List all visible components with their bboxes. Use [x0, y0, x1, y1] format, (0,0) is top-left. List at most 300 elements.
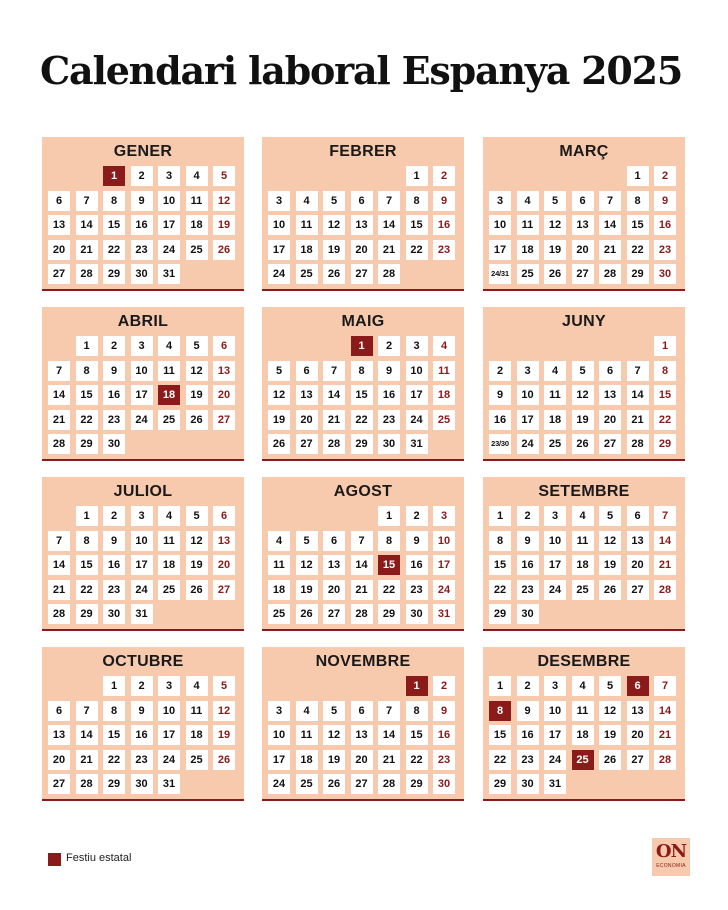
day-cell: 25: [296, 264, 318, 284]
month-name: MAIG: [341, 313, 385, 330]
day-cell: 15: [76, 555, 98, 575]
day-cell: 14: [48, 555, 70, 575]
day-cell: 1: [627, 166, 649, 186]
month-name: JUNY: [562, 313, 606, 330]
day-cell: 16: [517, 555, 539, 575]
month-name: DESEMBRE: [537, 653, 631, 670]
month-panel: [262, 307, 464, 461]
month-panel: [483, 137, 685, 291]
day-cell: 8: [76, 531, 98, 551]
day-cell: 2: [489, 361, 511, 381]
day-cell: 1: [76, 336, 98, 356]
day-cell: 19: [213, 215, 235, 235]
day-cell: 3: [158, 166, 180, 186]
day-cell: 21: [599, 240, 621, 260]
day-cell: 23: [433, 240, 455, 260]
day-cell: 27: [323, 604, 345, 624]
day-cell: 3: [158, 676, 180, 696]
day-cell: 26: [599, 750, 621, 770]
day-cell: 24: [158, 240, 180, 260]
day-cell: 18: [158, 555, 180, 575]
day-cell: 4: [517, 191, 539, 211]
day-cell: 21: [654, 725, 676, 745]
day-cell: 18: [572, 555, 594, 575]
day-cell: 14: [351, 555, 373, 575]
day-cell: 22: [654, 410, 676, 430]
day-cell: 22: [76, 410, 98, 430]
day-cell: 25: [433, 410, 455, 430]
day-cell: 4: [296, 701, 318, 721]
day-cell: 20: [296, 410, 318, 430]
day-cell: 29: [627, 264, 649, 284]
day-cell: 4: [296, 191, 318, 211]
day-cell: 19: [599, 725, 621, 745]
day-cell: 24: [517, 434, 539, 454]
day-cell: 14: [378, 215, 400, 235]
holiday-day-cell: 1: [351, 336, 373, 356]
day-cell: 19: [296, 580, 318, 600]
month-panel: [262, 137, 464, 291]
day-cell: 18: [572, 725, 594, 745]
day-cell: 4: [158, 506, 180, 526]
day-cell: 11: [186, 701, 208, 721]
day-cell: 3: [517, 361, 539, 381]
day-cell: 17: [268, 240, 290, 260]
day-cell: 24: [544, 580, 566, 600]
day-cell: 26: [186, 410, 208, 430]
day-cell: 10: [406, 361, 428, 381]
day-cell: 16: [489, 410, 511, 430]
day-cell: 5: [186, 506, 208, 526]
day-cell: 25: [572, 580, 594, 600]
day-cell: 9: [517, 701, 539, 721]
day-cell: 30: [378, 434, 400, 454]
day-cell: 25: [186, 240, 208, 260]
holiday-day-cell: 15: [378, 555, 400, 575]
day-cell: 16: [654, 215, 676, 235]
day-cell: 5: [599, 676, 621, 696]
day-cell: 9: [378, 361, 400, 381]
month-name: OCTUBRE: [102, 653, 184, 670]
day-cell: 9: [103, 531, 125, 551]
day-cell: 29: [489, 774, 511, 794]
day-cell: 9: [406, 531, 428, 551]
day-cell: 10: [131, 531, 153, 551]
day-cell: 23: [517, 580, 539, 600]
day-cell: 24: [433, 580, 455, 600]
day-cell: 24: [131, 580, 153, 600]
day-cell: 6: [599, 361, 621, 381]
day-cell: 28: [654, 750, 676, 770]
day-cell: 14: [599, 215, 621, 235]
day-cell: 24: [131, 410, 153, 430]
day-cell: 11: [572, 701, 594, 721]
day-cell: 31: [158, 264, 180, 284]
day-cell: 26: [599, 580, 621, 600]
day-cell: 25: [517, 264, 539, 284]
day-cell: 18: [433, 385, 455, 405]
day-cell: 3: [268, 191, 290, 211]
holiday-day-cell: 25: [572, 750, 594, 770]
day-cell: 9: [489, 385, 511, 405]
day-cell: 11: [544, 385, 566, 405]
day-cell: 13: [351, 725, 373, 745]
day-cell: 11: [433, 361, 455, 381]
day-cell: 30: [406, 604, 428, 624]
day-cell: 27: [296, 434, 318, 454]
day-cell: 27: [213, 410, 235, 430]
day-cell: 28: [76, 774, 98, 794]
day-cell: 10: [158, 701, 180, 721]
day-cell: 31: [406, 434, 428, 454]
day-cell: 10: [131, 361, 153, 381]
day-cell: 12: [186, 361, 208, 381]
day-cell: 7: [654, 506, 676, 526]
day-cell: 8: [406, 191, 428, 211]
day-cell: 22: [351, 410, 373, 430]
day-cell: 11: [572, 531, 594, 551]
day-cell: 6: [323, 531, 345, 551]
day-cell: 4: [186, 166, 208, 186]
day-cell: 14: [378, 725, 400, 745]
day-cell: 16: [433, 215, 455, 235]
day-cell: 25: [544, 434, 566, 454]
day-cell: 1: [654, 336, 676, 356]
day-cell: 12: [323, 215, 345, 235]
day-cell: 20: [48, 240, 70, 260]
day-cell: 12: [599, 531, 621, 551]
day-cell: 27: [572, 264, 594, 284]
day-cell: 6: [213, 506, 235, 526]
day-cell: 2: [517, 676, 539, 696]
day-cell: 30: [654, 264, 676, 284]
day-cell: 17: [158, 725, 180, 745]
day-cell: 14: [627, 385, 649, 405]
day-cell: 16: [378, 385, 400, 405]
day-cell: 13: [351, 215, 373, 235]
day-cell: 15: [627, 215, 649, 235]
day-cell: 8: [378, 531, 400, 551]
month-panel: [42, 307, 244, 461]
day-cell: 28: [378, 774, 400, 794]
day-cell: 17: [544, 555, 566, 575]
day-cell: 15: [406, 215, 428, 235]
day-cell: 23/30: [489, 434, 511, 454]
day-cell: 12: [213, 701, 235, 721]
month-panel: [262, 477, 464, 631]
day-cell: 30: [131, 264, 153, 284]
day-cell: 6: [572, 191, 594, 211]
day-cell: 23: [103, 580, 125, 600]
day-cell: 4: [158, 336, 180, 356]
day-cell: 19: [186, 385, 208, 405]
day-cell: 4: [433, 336, 455, 356]
day-cell: 18: [544, 410, 566, 430]
day-cell: 23: [103, 410, 125, 430]
day-cell: 1: [489, 506, 511, 526]
month-name: AGOST: [333, 483, 393, 500]
month-name: GENER: [113, 143, 173, 160]
day-cell: 19: [323, 240, 345, 260]
day-cell: 9: [433, 191, 455, 211]
day-cell: 2: [103, 506, 125, 526]
day-cell: 22: [406, 240, 428, 260]
day-cell: 28: [48, 434, 70, 454]
day-cell: 28: [351, 604, 373, 624]
day-cell: 20: [213, 385, 235, 405]
day-cell: 28: [627, 434, 649, 454]
day-cell: 11: [296, 215, 318, 235]
day-cell: 28: [48, 604, 70, 624]
day-cell: 13: [296, 385, 318, 405]
day-cell: 30: [103, 434, 125, 454]
day-cell: 30: [433, 774, 455, 794]
day-cell: 7: [378, 191, 400, 211]
day-cell: 31: [433, 604, 455, 624]
day-cell: 15: [351, 385, 373, 405]
day-cell: 2: [131, 166, 153, 186]
day-cell: 24: [268, 774, 290, 794]
day-cell: 6: [627, 506, 649, 526]
day-cell: 13: [599, 385, 621, 405]
day-cell: 10: [433, 531, 455, 551]
day-cell: 20: [572, 240, 594, 260]
day-cell: 31: [131, 604, 153, 624]
day-cell: 3: [131, 506, 153, 526]
day-cell: 26: [268, 434, 290, 454]
day-cell: 13: [572, 215, 594, 235]
day-cell: 7: [76, 191, 98, 211]
day-cell: 5: [323, 701, 345, 721]
day-cell: 25: [158, 580, 180, 600]
day-cell: 26: [572, 434, 594, 454]
day-cell: 5: [296, 531, 318, 551]
day-cell: 23: [654, 240, 676, 260]
day-cell: 9: [131, 191, 153, 211]
month-name: ABRIL: [117, 313, 169, 330]
day-cell: 10: [544, 701, 566, 721]
day-cell: 17: [158, 215, 180, 235]
day-cell: 25: [268, 604, 290, 624]
day-cell: 10: [544, 531, 566, 551]
day-cell: 17: [406, 385, 428, 405]
day-cell: 6: [48, 191, 70, 211]
holiday-day-cell: 1: [103, 166, 125, 186]
day-cell: 1: [489, 676, 511, 696]
day-cell: 13: [213, 361, 235, 381]
day-cell: 29: [406, 774, 428, 794]
day-cell: 1: [103, 676, 125, 696]
day-cell: 22: [627, 240, 649, 260]
day-cell: 19: [544, 240, 566, 260]
day-cell: 11: [186, 191, 208, 211]
day-cell: 26: [186, 580, 208, 600]
day-cell: 14: [654, 701, 676, 721]
holiday-day-cell: 6: [627, 676, 649, 696]
day-cell: 21: [378, 750, 400, 770]
day-cell: 2: [433, 166, 455, 186]
day-cell: 27: [213, 580, 235, 600]
day-cell: 17: [517, 410, 539, 430]
day-cell: 5: [544, 191, 566, 211]
day-cell: 24: [544, 750, 566, 770]
day-cell: 4: [572, 676, 594, 696]
day-cell: 16: [131, 215, 153, 235]
day-cell: 9: [131, 701, 153, 721]
day-cell: 7: [654, 676, 676, 696]
day-cell: 15: [406, 725, 428, 745]
day-cell: 14: [48, 385, 70, 405]
day-cell: 28: [323, 434, 345, 454]
month-name: MARÇ: [559, 143, 609, 160]
day-cell: 12: [599, 701, 621, 721]
day-cell: 30: [131, 774, 153, 794]
day-cell: 5: [599, 506, 621, 526]
month-panel: [42, 647, 244, 801]
day-cell: 16: [131, 725, 153, 745]
day-cell: 9: [103, 361, 125, 381]
day-cell: 22: [489, 580, 511, 600]
day-cell: 10: [489, 215, 511, 235]
day-cell: 8: [654, 361, 676, 381]
holiday-day-cell: 1: [406, 676, 428, 696]
day-cell: 20: [323, 580, 345, 600]
day-cell: 8: [351, 361, 373, 381]
day-cell: 7: [323, 361, 345, 381]
day-cell: 14: [323, 385, 345, 405]
day-cell: 4: [186, 676, 208, 696]
day-cell: 25: [296, 774, 318, 794]
day-cell: 16: [433, 725, 455, 745]
day-cell: 13: [627, 531, 649, 551]
day-cell: 14: [76, 215, 98, 235]
day-cell: 27: [351, 774, 373, 794]
day-cell: 20: [627, 725, 649, 745]
day-cell: 20: [351, 240, 373, 260]
day-cell: 19: [186, 555, 208, 575]
day-cell: 5: [572, 361, 594, 381]
day-cell: 10: [158, 191, 180, 211]
day-cell: 13: [213, 531, 235, 551]
day-cell: 17: [544, 725, 566, 745]
day-cell: 1: [76, 506, 98, 526]
day-cell: 26: [544, 264, 566, 284]
day-cell: 22: [489, 750, 511, 770]
day-cell: 30: [517, 604, 539, 624]
day-cell: 18: [186, 725, 208, 745]
day-cell: 5: [323, 191, 345, 211]
month-panel: [42, 477, 244, 631]
day-cell: 16: [103, 555, 125, 575]
day-cell: 8: [103, 701, 125, 721]
day-cell: 9: [654, 191, 676, 211]
month-name: NOVEMBRE: [315, 653, 411, 670]
day-cell: 27: [627, 580, 649, 600]
page-title: Calendari laboral Espanya 2025: [40, 48, 683, 93]
day-cell: 29: [103, 774, 125, 794]
day-cell: 12: [213, 191, 235, 211]
month-name: SETEMBRE: [538, 483, 630, 500]
day-cell: 30: [517, 774, 539, 794]
day-cell: 20: [213, 555, 235, 575]
day-cell: 23: [433, 750, 455, 770]
holiday-day-cell: 18: [158, 385, 180, 405]
day-cell: 14: [76, 725, 98, 745]
day-cell: 2: [406, 506, 428, 526]
day-cell: 19: [323, 750, 345, 770]
day-cell: 15: [76, 385, 98, 405]
month-panel: [483, 647, 685, 801]
day-cell: 6: [48, 701, 70, 721]
day-cell: 23: [131, 750, 153, 770]
day-cell: 12: [268, 385, 290, 405]
day-cell: 26: [323, 264, 345, 284]
day-cell: 24: [158, 750, 180, 770]
day-cell: 16: [103, 385, 125, 405]
day-cell: 20: [599, 410, 621, 430]
day-cell: 15: [489, 555, 511, 575]
day-cell: 31: [544, 774, 566, 794]
day-cell: 21: [48, 580, 70, 600]
day-cell: 10: [268, 215, 290, 235]
day-cell: 26: [213, 240, 235, 260]
day-cell: 2: [654, 166, 676, 186]
day-cell: 11: [296, 725, 318, 745]
day-cell: 21: [654, 555, 676, 575]
day-cell: 28: [654, 580, 676, 600]
day-cell: 11: [517, 215, 539, 235]
day-cell: 27: [48, 774, 70, 794]
logo-subtext: ECONOMIA: [656, 863, 686, 869]
day-cell: 17: [268, 750, 290, 770]
day-cell: 2: [103, 336, 125, 356]
day-cell: 17: [131, 385, 153, 405]
day-cell: 21: [48, 410, 70, 430]
day-cell: 3: [544, 506, 566, 526]
day-cell: 9: [433, 701, 455, 721]
day-cell: 1: [378, 506, 400, 526]
day-cell: 17: [489, 240, 511, 260]
day-cell: 20: [48, 750, 70, 770]
day-cell: 15: [489, 725, 511, 745]
day-cell: 15: [654, 385, 676, 405]
day-cell: 24/31: [489, 264, 511, 284]
day-cell: 4: [572, 506, 594, 526]
day-cell: 6: [296, 361, 318, 381]
day-cell: 10: [517, 385, 539, 405]
day-cell: 8: [103, 191, 125, 211]
day-cell: 5: [213, 166, 235, 186]
day-cell: 9: [517, 531, 539, 551]
day-cell: 28: [76, 264, 98, 284]
day-cell: 24: [268, 264, 290, 284]
day-cell: 30: [103, 604, 125, 624]
day-cell: 3: [433, 506, 455, 526]
day-cell: 5: [186, 336, 208, 356]
day-cell: 26: [296, 604, 318, 624]
day-cell: 22: [103, 240, 125, 260]
day-cell: 2: [131, 676, 153, 696]
day-cell: 18: [268, 580, 290, 600]
day-cell: 29: [654, 434, 676, 454]
day-cell: 29: [76, 434, 98, 454]
day-cell: 27: [48, 264, 70, 284]
day-cell: 18: [186, 215, 208, 235]
day-cell: 27: [599, 434, 621, 454]
day-cell: 31: [158, 774, 180, 794]
day-cell: 20: [351, 750, 373, 770]
day-cell: 25: [186, 750, 208, 770]
